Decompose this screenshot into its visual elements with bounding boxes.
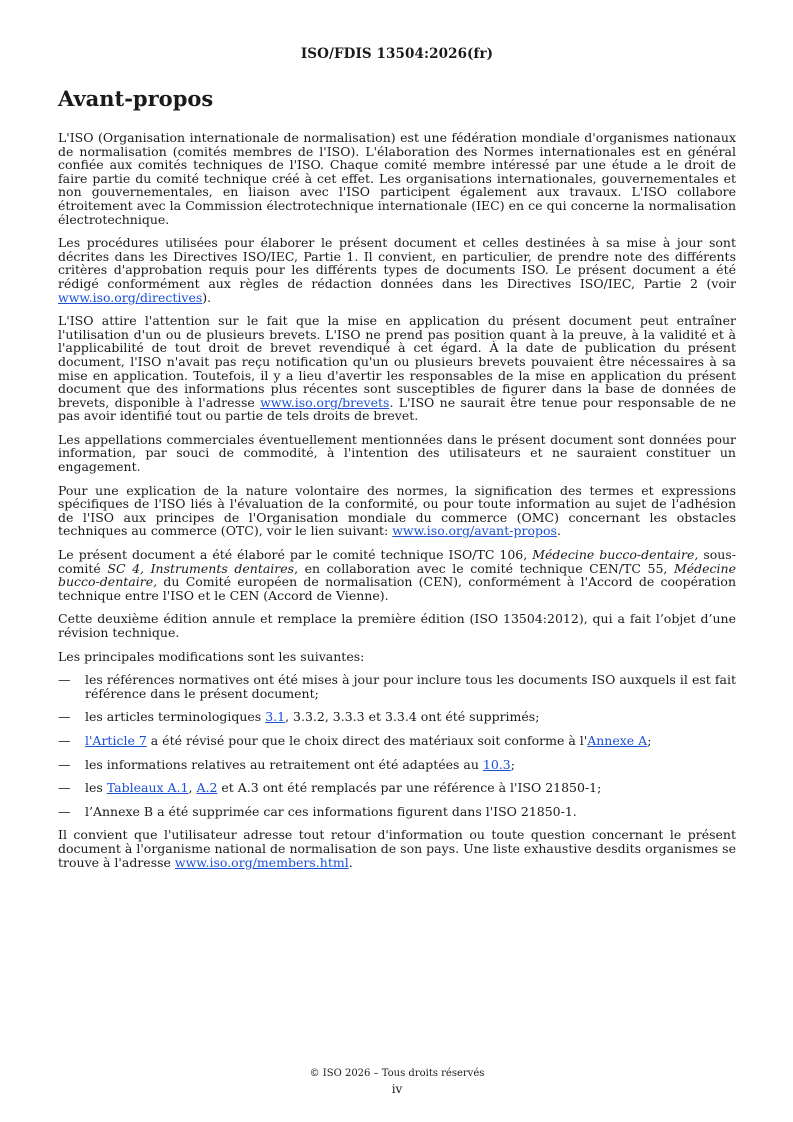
changes-list — [58, 673, 736, 818]
link-clause-3-1[interactable]: 3.1 — [265, 709, 286, 725]
link-directives[interactable]: www.iso.org/directives — [58, 289, 203, 305]
copyright-notice: © ISO 2026 – Tous droits réservés — [309, 1068, 485, 1079]
paragraph-voluntary-nature: Pour une explication de la nature volontaire des normes, la signification des termes et expressions spécifiques de l'ISO liés à l'évaluation de la conformité, ou pour toute information au sujet de l'adhésion de l'ISO aux principes de l'Organisation mondiale du commerce (OMC) concernant les obstacles techniques au commerce (OTC), voir le lien suivant: www.iso.org/avant-propos. — [58, 482, 736, 539]
link-members[interactable]: www.iso.org/members.html — [174, 854, 349, 870]
page-footer — [58, 1067, 736, 1096]
paragraph-feedback: Il convient que l'utilisateur adresse tout retour d'information ou toute question concernant le présent document à l'organisme national de normalisation de son pays. Une liste exhaustive desdits organismes se trouve à l'adresse www.iso.org/members.html. — [58, 827, 736, 870]
dash-bullet: — — [58, 780, 71, 796]
list-item: — les Tableaux A.1, A.2 et A.3 ont été remplacés par une référence à l'ISO 21850-1; — [58, 780, 602, 796]
page-number: iv — [391, 1082, 403, 1096]
paragraph-trade-names: Les appellations commerciales éventuellement mentionnées dans le présent document sont données pour information, par souci de commodité, à l'intention des utilisateurs et ne sauraient constituer un engagement. — [58, 431, 736, 475]
paragraph-changes-intro: Les principales modifications sont les suivantes: — [58, 648, 365, 664]
link-article-7[interactable]: l'Article 7 — [85, 732, 147, 748]
document-page — [58, 0, 736, 1122]
dash-bullet: — — [58, 803, 71, 819]
list-item: — l'Article 7 a été révisé pour que le choix direct des matériaux soit conforme à l'Annexe A; — [58, 732, 652, 748]
dash-bullet: — — [58, 732, 71, 748]
paragraph-edition: Cette deuxième édition annule et remplace la première édition (ISO 13504:2012), qui a fait l’objet d’une révision technique. — [58, 611, 736, 640]
paragraph-iso-intro: L'ISO (Organisation internationale de normalisation) est une fédération mondiale d'organismes nationaux de normalisation (comités membres de l'ISO). L'élaboration des Normes internationales est en général confiée aux comités techniques de l'ISO. Chaque comité membre intéressé par une étude a le droit de faire partie du comité technique créé à cet effet. Les organisations internationales, gouvernementales et non gouvernementales, en liaison avec l'ISO participent également aux travaux. L'ISO collabore étroitement avec la Commission électrotechnique internationale (IEC) en ce qui concerne la normalisation électrotechnique. — [58, 130, 736, 227]
paragraph-procedures: Les procédures utilisées pour élaborer le présent document et celles destinées à sa mise à jour sont décrites dans les Directives ISO/IEC, Partie 1. Il convient, en particulier, de prendre note des différents critères d'approbation requis pour les différents types de documents ISO. Le présent document a été rédigé conformément aux règles de rédaction données dans les Directives ISO/IEC, Partie 2 (voir www.iso.org/directives). — [58, 235, 736, 305]
paragraph-committee: Le présent document a été élaboré par le comité technique ISO/TC 106, Médecine bucco-dentaire, sous-comité SC 4, Instruments dentaires, en collaboration avec le comité technique CEN/TC 55, Médecine bucco-dentaire, du Comité européen de normalisation (CEN), conformément à l'Accord de coopération technique entre l'ISO et le CEN (Accord de Vienne). — [58, 547, 736, 603]
list-item: — les informations relatives au retraitement ont été adaptées au 10.3; — [58, 756, 515, 772]
link-avant-propos[interactable]: www.iso.org/avant-propos — [392, 523, 557, 539]
list-item: — les articles terminologiques 3.1, 3.3.2, 3.3.3 et 3.3.4 ont été supprimés; — [58, 709, 540, 725]
list-item: — les références normatives ont été mises à jour pour inclure tous les documents ISO auxquels il est fait référence dans le présent document; — [58, 672, 736, 701]
foreword-body — [58, 131, 736, 879]
dash-bullet: — — [58, 672, 71, 688]
dash-bullet: — — [58, 756, 71, 772]
document-id-header: ISO/FDIS 13504:2026(fr) — [300, 46, 494, 62]
section-title: Avant-propos — [58, 86, 214, 111]
link-clause-10-3[interactable]: 10.3 — [482, 756, 511, 772]
link-brevets[interactable]: www.iso.org/brevets — [260, 394, 390, 410]
link-tableau-a1[interactable]: Tableaux A.1 — [106, 780, 189, 796]
dash-bullet: — — [58, 709, 71, 725]
paragraph-patents: L'ISO attire l'attention sur le fait que la mise en application du présent document peut entraîner l'utilisation d'un ou de plusieurs brevets. L'ISO ne prend pas position quant à la preuve, à la validité et à l'applicabilité de tout droit de brevet revendiqué à cet égard. À la date de publication du présent document, l'ISO n'avait pas reçu notification qu'un ou plusieurs brevets pouvaient être nécessaires à sa mise en application. Toutefois, il y a lieu d'avertir les responsables de la mise en application du présent document que des informations plus récentes sont susceptibles de figurer dans la base de données de brevets, disponible à l'adresse www.iso.org/brevets. L'ISO ne saurait être tenue pour responsable de ne pas avoir identifié tout ou partie de tels droits de brevet. — [58, 313, 737, 424]
list-item: — l’Annexe B a été supprimée car ces informations figurent dans l'ISO 21850-1. — [58, 803, 577, 819]
link-tableau-a2[interactable]: A.2 — [196, 780, 218, 796]
link-annexe-a[interactable]: Annexe A — [587, 732, 648, 748]
